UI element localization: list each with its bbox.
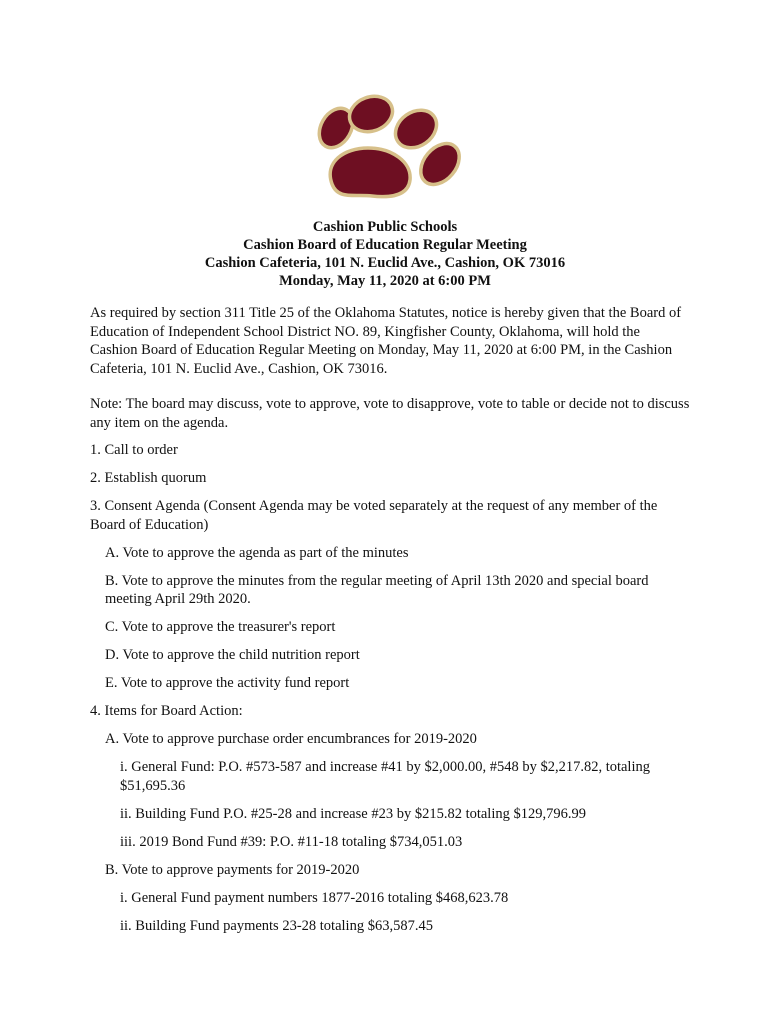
agenda-item-1: 1. Call to order [90,442,178,458]
notice-paragraph: As required by section 311 Title 25 of the Oklahoma Statutes, notice is hereby given that the Board of Education of Independent School District NO. 89, Kingfisher County, Oklahoma, will hold the Cashion Board of Education Regular Meeting on Monday, May 11, 2020 at 6:00 PM, in the Cashion Cafeteria, 101 N. Euclid Ave., Cashion, OK 73016. [90,305,682,377]
agenda-item-4: 4. Items for Board Action: [90,703,243,719]
agenda-item-3b: B. Vote to approve the minutes from the regular meeting of April 13th 2020 and special board meeting April 29th 2020. [105,572,649,607]
agenda-item-4b: B. Vote to approve payments for 2019-2020 [105,861,360,878]
agenda-item-3: 3. Consent Agenda (Consent Agenda may be voted separately at the request of any member of the Board of Education) [90,498,658,533]
note-paragraph: Note: The board may discuss, vote to approve, vote to disapprove, vote to table or decide not to discuss any item on the agenda. [90,396,690,431]
paw-print-icon [313,92,466,197]
agenda-item-4a-iii: iii. 2019 Bond Fund #39: P.O. #11-18 totaling $734,051.03 [120,833,463,850]
agenda-item-2: 2. Establish quorum [90,470,207,486]
agenda-item-4a-i: i. General Fund: P.O. #573-587 and increase #41 by $2,000.00, #548 by $2,217.82, totaling $51,695.36 [120,759,650,794]
agenda-item-4a: A. Vote to approve purchase order encumbrances for 2019-2020 [105,731,477,747]
agenda-item-4b-ii: ii. Building Fund payments 23-28 totaling $63,587.45 [120,917,433,934]
meeting-location: Cashion Cafeteria, 101 N. Euclid Ave., Cashion, OK 73016 [204,255,566,271]
agenda-item-3e: E. Vote to approve the activity fund report [105,675,350,691]
agenda-item-4a-ii: ii. Building Fund P.O. #25-28 and increase #23 by $215.82 totaling $129,796.99 [120,805,586,822]
meeting-datetime: Monday, May 11, 2020 at 6:00 PM [279,273,491,289]
agenda-item-4b-i: i. General Fund payment numbers 1877-2016 totaling $468,623.78 [120,889,509,906]
school-name: Cashion Public Schools [312,219,458,235]
agenda-item-3c: C. Vote to approve the treasurer's report [105,619,336,635]
agenda-body [90,304,690,945]
meeting-header [0,218,770,290]
paw-print-logo [306,92,466,202]
agenda-item-3a: A. Vote to approve the agenda as part of the minutes [105,544,409,561]
meeting-title: Cashion Board of Education Regular Meeting [243,237,527,253]
agenda-item-3d: D. Vote to approve the child nutrition report [105,647,360,663]
